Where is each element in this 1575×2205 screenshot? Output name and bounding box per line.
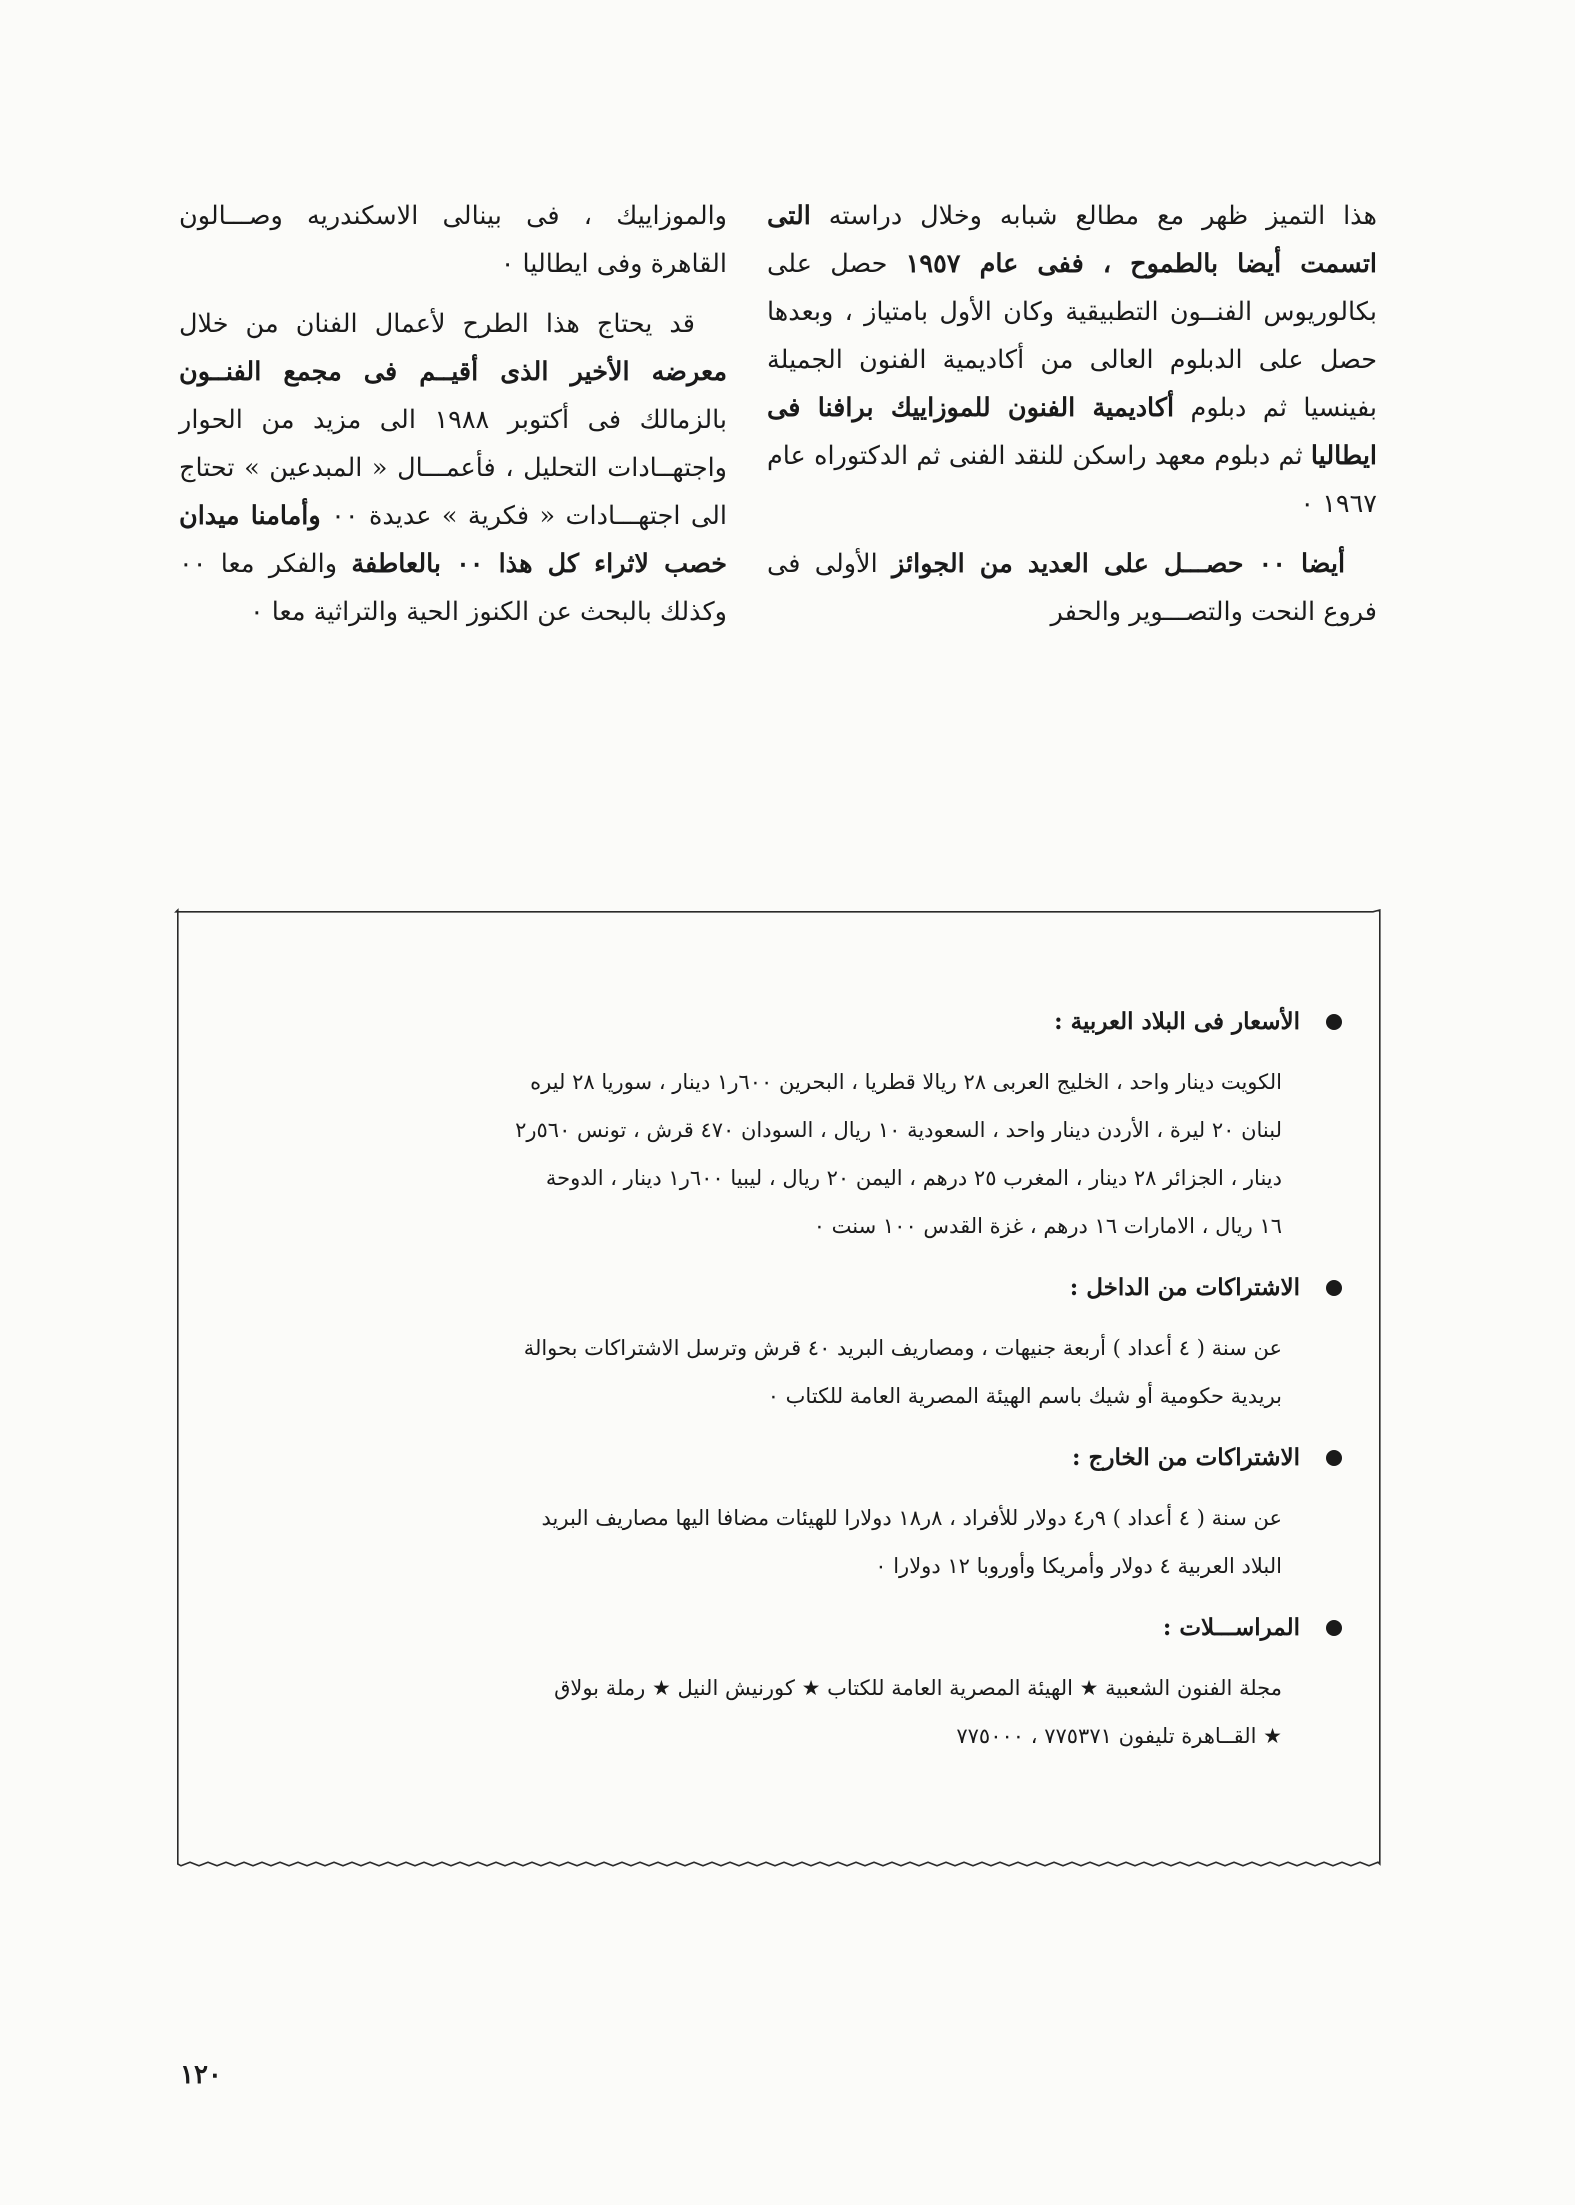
paragraph xyxy=(179,192,727,288)
paragraph xyxy=(767,192,1377,528)
text-line: واجتهــادات التحليل ، فأعمـــال « المبدعين » xyxy=(244,453,727,483)
article-column-left xyxy=(179,192,727,648)
section-correspondence xyxy=(252,1604,1300,1760)
article-column-right xyxy=(767,192,1377,648)
text-line: لبنان ٢٠ ليرة ، الأردن دينار واحد ، السعودية ١٠ ريال ، السودان ٤٧٠ قرش ، تونس ٥٦٠ر٢ xyxy=(515,1118,1282,1142)
bullet-icon xyxy=(1326,1280,1342,1296)
text-line: عام ١٩٦٧ ٠ xyxy=(767,441,1377,519)
paragraph xyxy=(179,300,727,636)
subscription-info-box xyxy=(172,906,1382,1868)
text-line: مجلة الفنون الشعبية ★ الهيئة المصرية العامة للكتاب ★ كورنيش النيل ★ رملة بولاق xyxy=(554,1676,1282,1700)
section-title: المراســـلات : xyxy=(1162,1614,1300,1641)
section-title: الاشتراكات من الداخل : xyxy=(1069,1274,1300,1301)
text-line: عن سنة ( ٤ أعداد ) ٩ر٤ دولار للأفراد ، ٨ر١٨ دولارا للهيئات مضافا اليها مصاريف البريد xyxy=(541,1506,1282,1530)
text-line: ثم دبلوم معهد راسكن للنقد الفنى ثم الدكتوراه xyxy=(814,441,1303,471)
section-title: الأسعار فى البلاد العربية : xyxy=(1054,1008,1300,1035)
text-line: من أكاديمية الفنون الجميلة بفينسيا ثم دبلوم xyxy=(767,345,1378,423)
text-line: معرضه الأخير الذى أقيــم فى مجمع الفنــون xyxy=(179,357,727,387)
text-line: عن سنة ( ٤ أعداد ) أربعة جنيهات ، ومصاريف البريد ٤٠ قرش وترسل الاشتراكات بحوالة xyxy=(523,1336,1282,1360)
page-number: ١٢٠ xyxy=(180,2060,222,2090)
text-line: ★ القــاهرة تليفون ٧٧٥٣٧١ ، ٧٧٥٠٠٠ xyxy=(956,1724,1282,1748)
text-line: والفكر معا ٠٠ وكذلك بالبحث عن الكنوز الحية xyxy=(179,549,727,627)
box-content xyxy=(252,998,1300,1774)
section-heading xyxy=(252,1434,1342,1482)
text-line: أكاديمية الفنون للموزاييك برافنا فى ايطاليا xyxy=(767,393,1378,471)
bullet-icon xyxy=(1326,1014,1342,1030)
bullet-icon xyxy=(1326,1620,1342,1636)
text-line: الأولى فى فروع النحت والتصـــوير والحفر xyxy=(767,549,1377,627)
section-body xyxy=(252,1664,1282,1760)
text-line: الكويت دينار واحد ، الخليج العربى ٢٨ ريالا قطريا ، البحرين ٦٠٠ر١ دينار ، سوريا ٢٨ ليره xyxy=(530,1070,1282,1094)
text-line: حصل على بكالوريوس الفنــون التطبيقية وكان xyxy=(767,249,1377,327)
paragraph xyxy=(767,540,1377,636)
text-line: التى اتسمت أيضا بالطموح ، ففى عام ١٩٥٧ xyxy=(767,201,1377,279)
section-prices xyxy=(252,998,1300,1250)
section-body xyxy=(252,1324,1282,1420)
text-line: القاهرة وفى ايطاليا ٠ xyxy=(500,249,727,279)
text-line: دينار ، الجزائر ٢٨ دينار ، المغرب ٢٥ درهم ، اليمن ٢٠ ريال ، ليبيا ٦٠٠ر١ دينار ، الدوحة xyxy=(545,1166,1282,1190)
text-line: بريدية حكومية أو شيك باسم الهيئة المصرية العامة للكتاب ٠ xyxy=(767,1384,1282,1408)
section-title: الاشتراكات من الخارج : xyxy=(1072,1444,1300,1471)
section-foreign-subscriptions xyxy=(252,1434,1300,1590)
section-heading xyxy=(252,1604,1342,1652)
section-heading xyxy=(252,998,1342,1046)
text-line: والتراثية معا ٠ xyxy=(249,597,399,627)
text-line: بالزمالك فى أكتوبر ١٩٨٨ الى مزيد من الحوار xyxy=(179,405,728,435)
text-line: البلاد العربية ٤ دولار وأمريكا وأوروبا ١٢ دولارا ٠ xyxy=(875,1554,1282,1578)
bullet-icon xyxy=(1326,1450,1342,1466)
text-line: الأول بامتياز ، وبعدها حصل على الدبلوم العالى xyxy=(767,297,1378,375)
text-line: قد يحتاج هذا الطرح لأعمال الفنان من خلال xyxy=(179,309,695,339)
section-body xyxy=(252,1058,1282,1250)
section-domestic-subscriptions xyxy=(252,1264,1300,1420)
text-line: أيضا ٠٠ حصـــل على العديد من الجوائز xyxy=(891,549,1346,579)
text-line: تحتاج الى اجتهـــادات « فكرية » عديدة ٠٠ xyxy=(179,453,727,531)
text-line: هذا التميز ظهر مع مطالع شبابه وخلال دراسته xyxy=(828,201,1377,231)
text-line: ١٦ ريال ، الامارات ١٦ درهم ، غزة القدس ١٠٠ سنت ٠ xyxy=(813,1214,1282,1238)
text-line: والموزاييك ، فى بينالى الاسكندريه وصـــالون xyxy=(179,201,727,231)
section-heading xyxy=(252,1264,1342,1312)
text-line: وأمامنا ميدان خصب لاثراء كل هذا ٠٠ بالعاطفة xyxy=(179,501,727,579)
section-body xyxy=(252,1494,1282,1590)
